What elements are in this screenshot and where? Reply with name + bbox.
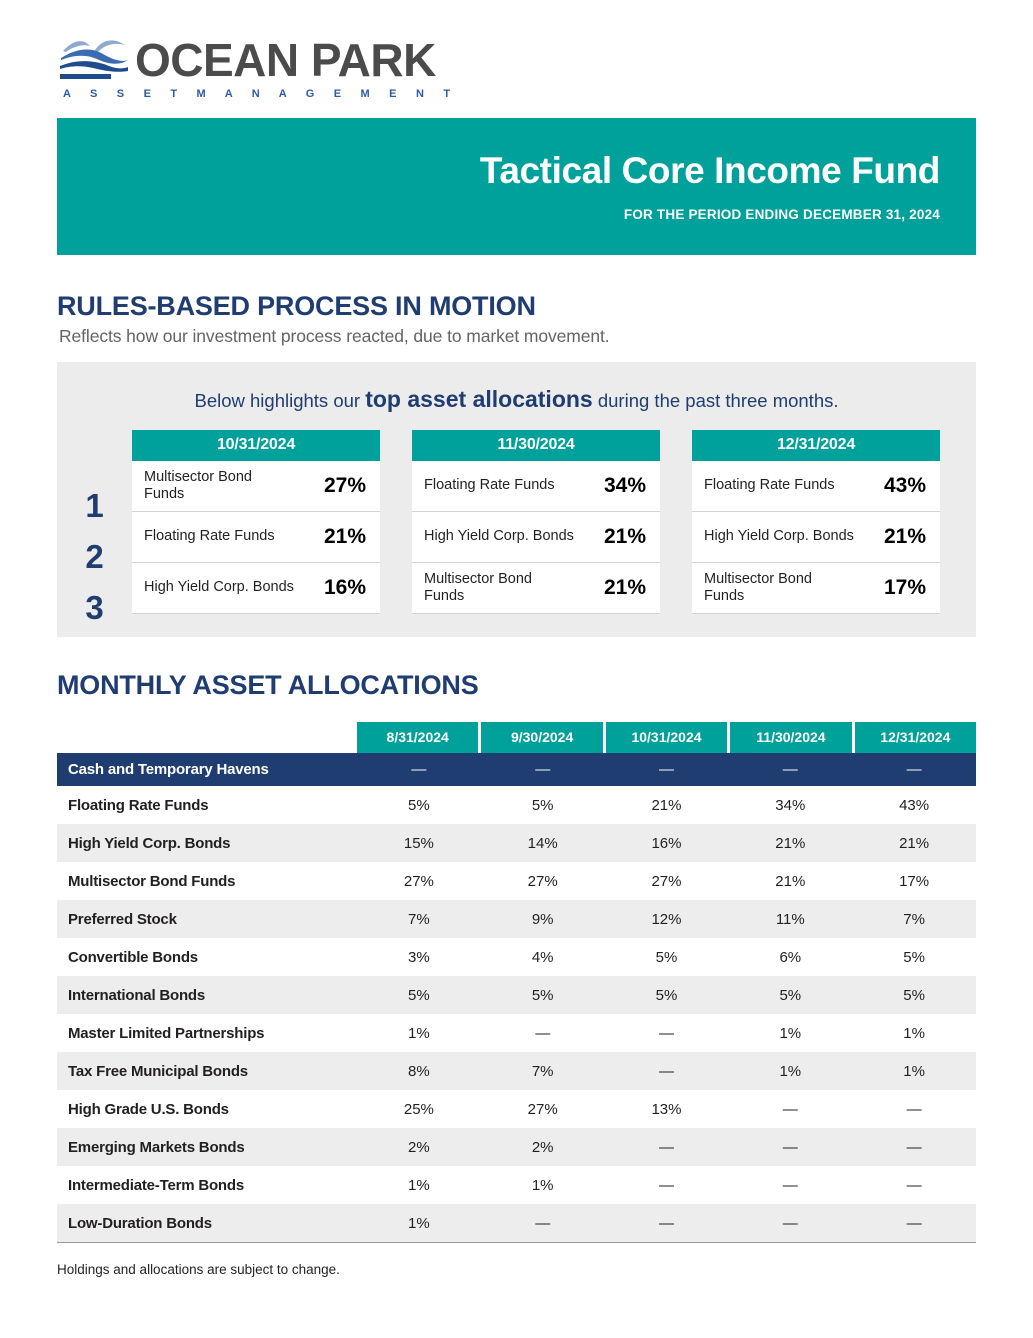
card-value: 16% [323, 576, 366, 599]
row-value: — [535, 1024, 551, 1042]
row-value: — [782, 1138, 798, 1156]
row-value: — [906, 1100, 922, 1118]
card-row [412, 563, 660, 614]
row-value: 1% [531, 1176, 554, 1194]
row-value: 27% [403, 872, 434, 890]
row-value: 5% [531, 796, 554, 814]
row-label: Emerging Markets Bonds [68, 1138, 245, 1156]
card-row [132, 512, 380, 563]
row-value: 5% [408, 796, 430, 814]
row-value: 7% [531, 1062, 554, 1080]
table-header-row [57, 722, 976, 753]
row-value: 5% [408, 986, 430, 1004]
card-date-oct: 10/31/2024 [132, 430, 380, 461]
column-header: 11/30/2024 [730, 722, 854, 753]
top-allocations-panel [57, 362, 976, 637]
row-value: 11% [775, 910, 805, 928]
column-header: 10/31/2024 [606, 722, 730, 753]
card-label: Multisector Bond Funds [144, 468, 252, 502]
brand-tagline: A S S E T M A N A G E M E N T [63, 88, 459, 100]
footnote: Holdings and allocations are subject to change. [57, 1262, 340, 1277]
table-row [57, 1204, 976, 1242]
card-value: 21% [603, 576, 646, 599]
card-row [132, 563, 380, 614]
table-row [57, 938, 976, 976]
row-value: 9% [531, 910, 554, 928]
fund-banner [57, 118, 976, 255]
row-value: 1% [903, 1062, 925, 1080]
table-row [57, 1052, 976, 1090]
card-label: Floating Rate Funds [424, 477, 555, 494]
column-header: 8/31/2024 [357, 722, 481, 753]
row-value: — [658, 761, 674, 778]
row-value: 5% [779, 986, 802, 1004]
row-value: 14% [527, 834, 558, 852]
card-row [692, 512, 940, 563]
card-row [412, 512, 660, 563]
row-value: — [658, 1214, 674, 1232]
row-value: 27% [527, 1100, 558, 1118]
process-subheading: Reflects how our investment process reacted, due to market movement. [59, 326, 610, 346]
period-label: FOR THE PERIOD ENDING DECEMBER 31, 2024 [623, 206, 940, 222]
row-value: 1% [408, 1214, 430, 1232]
table-row [57, 1014, 976, 1052]
row-value: 8% [408, 1062, 430, 1080]
row-value: 7% [408, 910, 430, 928]
fund-title: Tactical Core Income Fund [479, 150, 940, 192]
header-spacer [57, 722, 357, 753]
card-value: 21% [323, 525, 366, 548]
row-label: Low-Duration Bonds [68, 1214, 212, 1232]
rank-3: 3 [85, 588, 104, 626]
card-date-nov: 11/30/2024 [412, 430, 660, 461]
row-value: — [906, 1138, 922, 1156]
row-value: 5% [531, 986, 554, 1004]
table-row [57, 786, 976, 824]
row-value: 4% [531, 948, 554, 966]
row-label: High Grade U.S. Bonds [68, 1100, 229, 1118]
ocean-wave-logo-icon [57, 33, 131, 85]
row-label: International Bonds [68, 986, 206, 1004]
row-value: 5% [903, 986, 925, 1004]
card-row [692, 461, 940, 512]
rank-1: 1 [85, 486, 104, 524]
row-label: Tax Free Municipal Bonds [68, 1062, 248, 1080]
row-value: 27% [651, 872, 682, 890]
row-value: 21% [899, 834, 930, 852]
row-value: — [782, 1176, 798, 1194]
row-label: Intermediate-Term Bonds [68, 1176, 244, 1194]
panel-intro-suffix: during the past three months. [592, 390, 839, 411]
row-value: 27% [527, 872, 558, 890]
row-value: 21% [651, 796, 682, 814]
row-value: 2% [531, 1138, 554, 1156]
row-value: — [782, 1214, 798, 1232]
row-value: 1% [779, 1024, 802, 1042]
row-value: 15% [403, 834, 434, 852]
panel-intro [57, 386, 976, 413]
card-date-dec: 12/31/2024 [692, 430, 940, 461]
row-value: 17% [899, 872, 930, 890]
card-label: High Yield Corp. Bonds [424, 528, 574, 545]
allocation-cards [57, 430, 976, 614]
table-row-highlight [57, 753, 976, 786]
row-value: — [782, 761, 798, 778]
table-body [57, 753, 976, 1242]
table-row [57, 824, 976, 862]
row-value: — [782, 1100, 798, 1118]
row-value: — [906, 761, 922, 778]
allocations-heading: MONTHLY ASSET ALLOCATIONS [57, 670, 479, 700]
brand-name: OCEAN PARK [135, 34, 436, 87]
row-value: — [658, 1138, 674, 1156]
row-value: — [658, 1062, 674, 1080]
card-label: Multisector Bond Funds [704, 570, 812, 604]
row-label: Master Limited Partnerships [68, 1024, 265, 1042]
row-value: 5% [655, 948, 678, 966]
row-value: 34% [775, 796, 806, 814]
row-value: — [535, 761, 551, 778]
allocation-card-oct [132, 430, 380, 614]
row-value: 12% [651, 910, 682, 928]
allocation-card-nov [412, 430, 660, 614]
card-value: 43% [883, 474, 926, 497]
row-value: — [535, 1214, 551, 1232]
row-value: — [411, 761, 427, 778]
row-value: 25% [403, 1100, 434, 1118]
row-value: 6% [779, 948, 802, 966]
allocation-card-dec [692, 430, 940, 614]
card-value: 17% [883, 576, 926, 599]
row-value: 1% [779, 1062, 802, 1080]
row-value: 21% [775, 834, 806, 852]
brand-logo [57, 33, 458, 100]
card-row [692, 563, 940, 614]
card-value: 21% [603, 525, 646, 548]
column-header: 9/30/2024 [481, 722, 605, 753]
row-value: 3% [408, 948, 430, 966]
card-label: Floating Rate Funds [144, 528, 275, 545]
panel-intro-prefix: Below highlights our [194, 390, 366, 411]
process-heading: RULES-BASED PROCESS IN MOTION [57, 291, 536, 321]
card-label: Floating Rate Funds [704, 477, 835, 494]
card-value: 27% [323, 474, 366, 497]
card-row [132, 461, 380, 512]
row-value: 21% [775, 872, 806, 890]
card-label: High Yield Corp. Bonds [704, 528, 854, 545]
row-label: Convertible Bonds [68, 948, 198, 966]
card-value: 34% [603, 474, 646, 497]
row-value: 7% [903, 910, 925, 928]
row-label: Multisector Bond Funds [68, 872, 236, 890]
rank-2: 2 [85, 537, 104, 575]
row-value: — [658, 1176, 674, 1194]
row-value: 43% [899, 796, 930, 814]
row-value: 5% [903, 948, 925, 966]
row-value: 5% [655, 986, 678, 1004]
card-label: High Yield Corp. Bonds [144, 579, 294, 596]
card-value: 21% [883, 525, 926, 548]
row-value: 1% [408, 1024, 430, 1042]
table-row [57, 1128, 976, 1166]
table-row [57, 900, 976, 938]
column-header: 12/31/2024 [855, 722, 976, 753]
row-label: High Yield Corp. Bonds [68, 834, 231, 852]
row-value: — [906, 1176, 922, 1194]
table-row [57, 976, 976, 1014]
card-label: Multisector Bond Funds [424, 570, 532, 604]
row-value: — [906, 1214, 922, 1232]
row-value: 1% [903, 1024, 925, 1042]
table-bottom-rule [57, 1242, 976, 1243]
table-row [57, 862, 976, 900]
row-label: Floating Rate Funds [68, 796, 209, 814]
panel-intro-emphasis: top asset allocations [365, 386, 593, 412]
row-value: — [658, 1024, 674, 1042]
table-row [57, 1166, 976, 1204]
row-label: Cash and Temporary Havens [68, 761, 269, 778]
row-value: 16% [651, 834, 682, 852]
row-label: Preferred Stock [68, 910, 177, 928]
card-row [412, 461, 660, 512]
monthly-allocations-table [57, 722, 976, 1243]
row-value: 1% [408, 1176, 430, 1194]
row-value: 13% [651, 1100, 682, 1118]
row-value: 2% [408, 1138, 430, 1156]
table-row [57, 1090, 976, 1128]
